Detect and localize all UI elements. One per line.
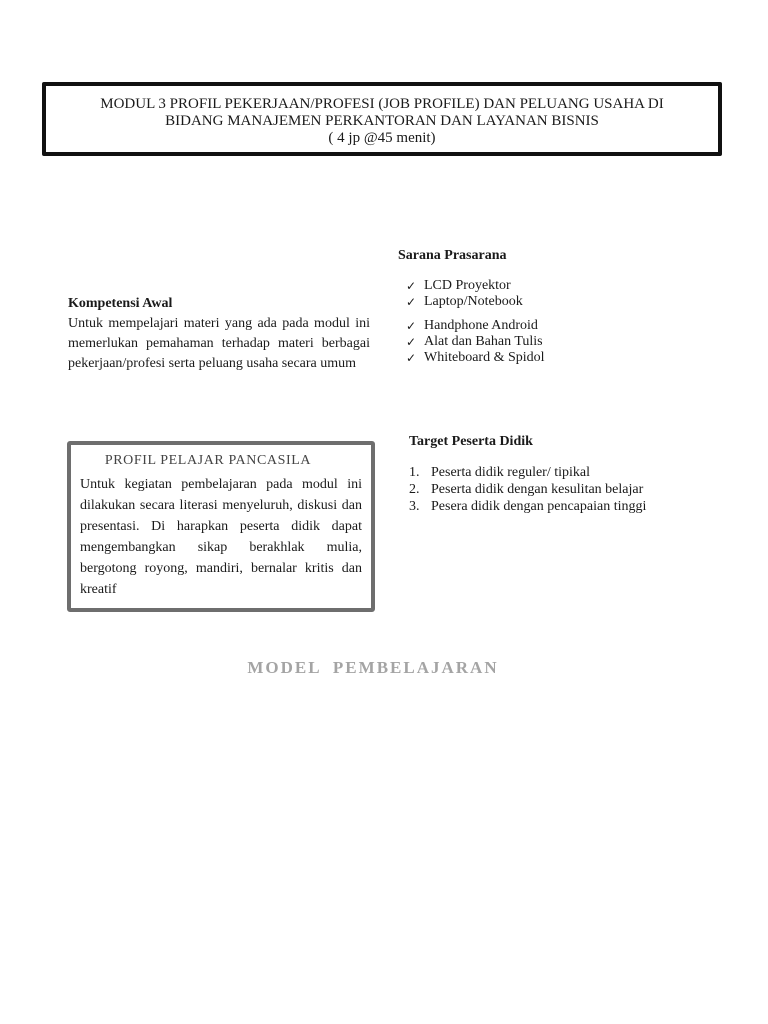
sarana-item-label: Whiteboard & Spidol (424, 350, 545, 365)
module-title-box (42, 82, 722, 156)
sarana-item-label: Laptop/Notebook (424, 294, 523, 309)
target-peserta-list (409, 464, 709, 515)
profil-pelajar-pancasila-box (67, 441, 375, 612)
target-item-label: Pesera didik dengan pencapaian tinggi (431, 499, 647, 514)
profil-pelajar-heading: PROFIL PELAJAR PANCASILA (104, 453, 312, 468)
sarana-item-label: LCD Proyektor (424, 278, 511, 293)
target-peserta-section (409, 434, 709, 515)
target-item-number: 3. (409, 499, 420, 514)
check-icon: ✓ (406, 319, 417, 333)
sarana-item (398, 350, 698, 366)
kompetensi-awal-section (68, 296, 370, 374)
sarana-item-label: Alat dan Bahan Tulis (424, 334, 543, 349)
target-item (409, 464, 709, 481)
sarana-item (398, 278, 698, 294)
kompetensi-awal-text: Untuk mempelajari materi yang ada pada modul ini memerlukan pemahaman terhadap materi berbagai pekerjaan/profesi serta peluang usaha secara umum (68, 316, 370, 371)
check-icon: ✓ (406, 279, 417, 293)
target-peserta-heading: Target Peserta Didik (409, 434, 533, 449)
module-title-line-1: MODUL 3 PROFIL PEKERJAAN/PROFESI (JOB PROFILE) DAN PELUANG USAHA DI (100, 96, 664, 112)
check-icon: ✓ (406, 335, 417, 349)
target-item-number: 2. (409, 482, 420, 497)
target-item (409, 481, 709, 498)
kompetensi-awal-heading: Kompetensi Awal (68, 296, 173, 311)
sarana-item (398, 334, 698, 350)
target-item-number: 1. (409, 465, 420, 480)
sarana-prasarana-heading: Sarana Prasarana (398, 248, 507, 263)
model-pembelajaran-heading: MODEL PEMBELAJARAN (247, 658, 499, 677)
sarana-prasarana-section (398, 248, 698, 366)
module-title-line-2: BIDANG MANAJEMEN PERKANTORAN DAN LAYANAN BISNIS (165, 113, 599, 129)
sarana-item (398, 318, 698, 334)
target-item-label: Peserta didik reguler/ tipikal (431, 465, 591, 480)
target-item-label: Peserta didik dengan kesulitan belajar (431, 482, 644, 497)
sarana-list-group-2 (398, 318, 698, 366)
profil-pelajar-text: Untuk kegiatan pembelajaran pada modul ini dilakukan secara literasi menyeluruh, diskusi dan presentasi. Di harapkan peserta didik dapat mengembangkan sikap berakhlak mulia, bergotong royong, mandiri, bernalar kritis dan kreatif (80, 477, 362, 597)
sarana-list-group-1 (398, 278, 698, 310)
module-duration: ( 4 jp @45 menit) (328, 130, 436, 146)
sarana-item (398, 294, 698, 310)
check-icon: ✓ (406, 295, 417, 309)
target-item (409, 498, 709, 515)
check-icon: ✓ (406, 351, 417, 365)
sarana-item-label: Handphone Android (424, 318, 538, 333)
